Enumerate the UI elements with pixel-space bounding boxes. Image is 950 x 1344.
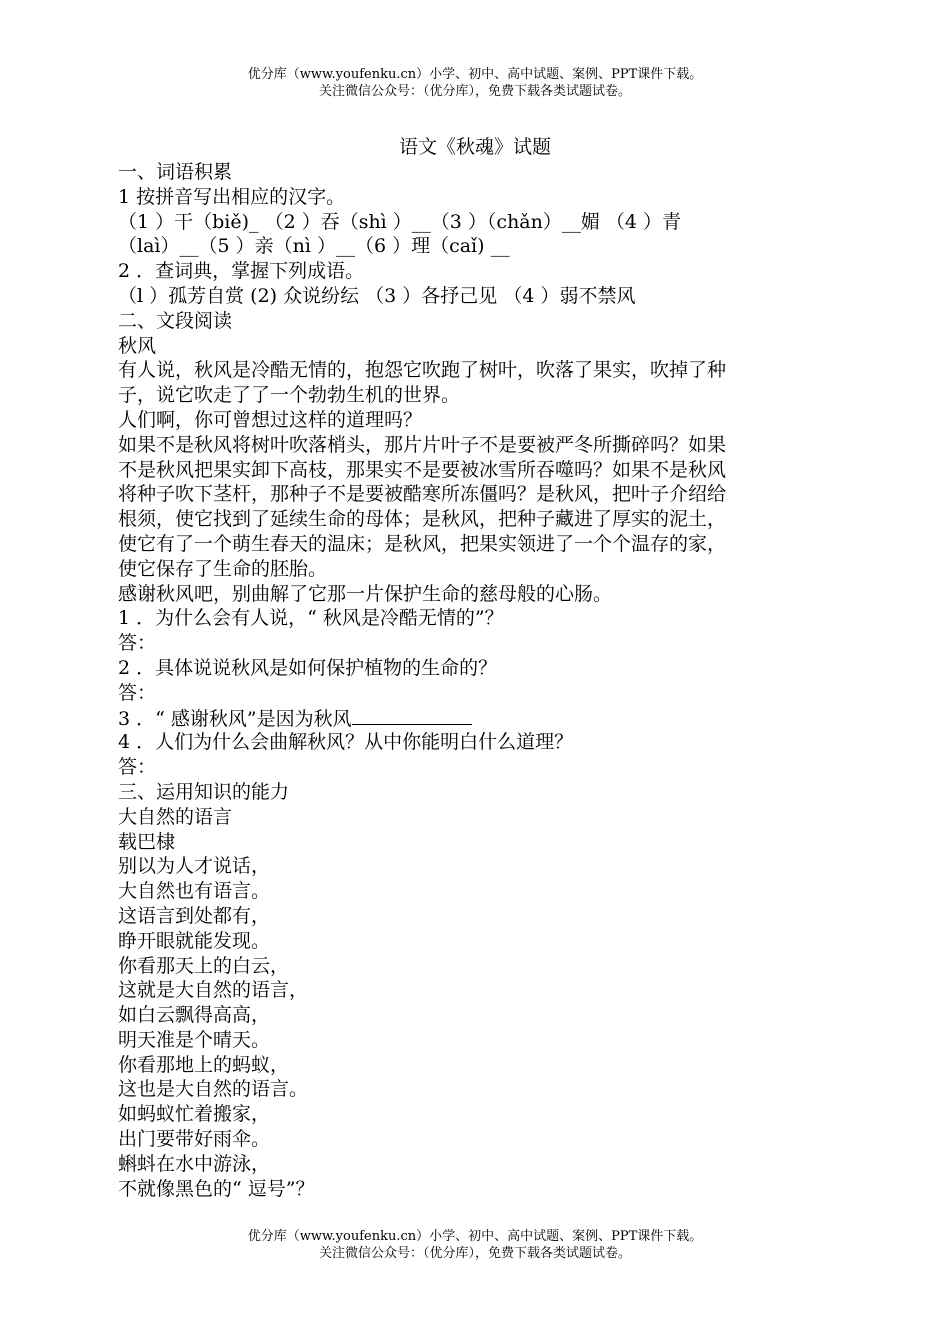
answer-label: 答： (118, 756, 157, 779)
poem-line: 蝌蚪在水中游泳， (118, 1152, 271, 1175)
passage-line: 子，说它吹走了了一个勃勃生机的世界。 (118, 384, 461, 407)
poem-line: 你看那天上的白云， (118, 954, 290, 977)
footer-line-1: 优分库（www.youfenku.cn）小学、初中、高中试题、案例、PPT课件下载。 (247, 1229, 703, 1244)
idiom-line: （l ）孤芳自赏 (2) 众说纷纭 （3 ）各抒己见 （4 ）弱不禁风 (118, 284, 636, 307)
poem-line: 这就是大自然的语言， (118, 979, 309, 1002)
fill-blank (352, 706, 472, 725)
passage-line: 使它保存了生命的胚胎。 (118, 557, 328, 580)
passage-line: 感谢秋风吧，别曲解了它那一片保护生命的慈母般的心肠。 (118, 582, 613, 605)
question-line: 1 ．为什么会有人说，“ 秋风是冷酷无情的”？ (118, 607, 504, 630)
poem-line: 出门要带好雨伞。 (118, 1128, 271, 1151)
passage-line: 人们啊，你可曾想过这样的道理吗？ (118, 408, 423, 431)
passage-title: 秋风 (118, 334, 157, 357)
poem-line: 别以为人才说话， (118, 855, 271, 878)
poem-line: 睁开眼就能发现。 (118, 929, 271, 952)
document-body (118, 160, 838, 1201)
question-line: 1 按拼音写出相应的汉字。 (118, 185, 346, 208)
section-heading-3: 三、运用知识的能力 (118, 780, 290, 803)
poem-line: 你看那地上的蚂蚁， (118, 1053, 290, 1076)
poem-line: 大自然也有语言。 (118, 880, 271, 903)
question-line-fill-blank: 3 ．“ 感谢秋风”是因为秋风 (118, 706, 838, 731)
page-footer (0, 1228, 950, 1262)
passage-line: 有人说，秋风是冷酷无情的，抱怨它吹跑了树叶，吹落了果实，吹掉了种 (118, 359, 727, 382)
poem-line: 如白云飘得高高， (118, 1004, 271, 1027)
page-title: 语文《秋魂》试题 (398, 136, 551, 158)
pinyin-line-2: （laì）__（5 ）亲（nì ）__（6 ）理（caǐ) __ (118, 235, 510, 258)
header-line-2: 关注微信公众号：（优分库），免费下载各类试题试卷。 (318, 84, 631, 99)
passage-line: 将种子吹下茎杆，那种子不是要被酷寒所冻僵吗？是秋风，把叶子介绍给 (118, 483, 727, 506)
answer-label: 答： (118, 681, 157, 704)
header-line-1: 优分库（www.youfenku.cn）小学、初中、高中试题、案例、PPT课件下载。 (247, 67, 703, 82)
passage-line: 根须，使它找到了延续生命的母体；是秋风，把种子藏进了厚实的泥土， (118, 508, 727, 531)
passage-line: 不是秋风把果实卸下高枝，那果实不是要被冰雪所吞噬吗？如果不是秋风 (118, 458, 727, 481)
poem-line: 如蚂蚁忙着搬家， (118, 1103, 271, 1126)
section-heading-1: 一、词语积累 (118, 161, 233, 183)
footer-line-2: 关注微信公众号：（优分库），免费下载各类试题试卷。 (318, 1246, 631, 1261)
passage-line: 使它有了一个萌生春天的温床；是秋风，把果实领进了一个个温存的家， (118, 532, 727, 555)
question-line: 4 ．人们为什么会曲解秋风？从中你能明白什么道理？ (118, 731, 574, 754)
question-line: 2 ．具体说说秋风是如何保护植物的生命的？ (118, 656, 498, 679)
section-heading-2: 二、文段阅读 (118, 309, 233, 332)
poem-author: 载巴棣 (118, 830, 176, 853)
answer-label: 答： (118, 632, 157, 655)
question-line: 2 ．查词典，掌握下列成语。 (118, 260, 365, 283)
poem-title: 大自然的语言 (118, 805, 233, 828)
poem-line: 不就像黑色的“ 逗号”？ (118, 1177, 315, 1200)
poem-line: 明天准是个晴天。 (118, 1028, 271, 1051)
poem-line: 这语言到处都有， (118, 904, 271, 927)
passage-line: 如果不是秋风将树叶吹落梢头，那片片叶子不是要被严冬所撕碎吗？如果 (118, 433, 727, 456)
page-header (0, 66, 950, 100)
pinyin-line-1: （1 ）干（biě)_ （2 ）吞（shì ）__（3 ）（chǎn）__媚 （4 ）青 (118, 210, 682, 233)
poem-line: 这也是大自然的语言。 (118, 1078, 309, 1101)
